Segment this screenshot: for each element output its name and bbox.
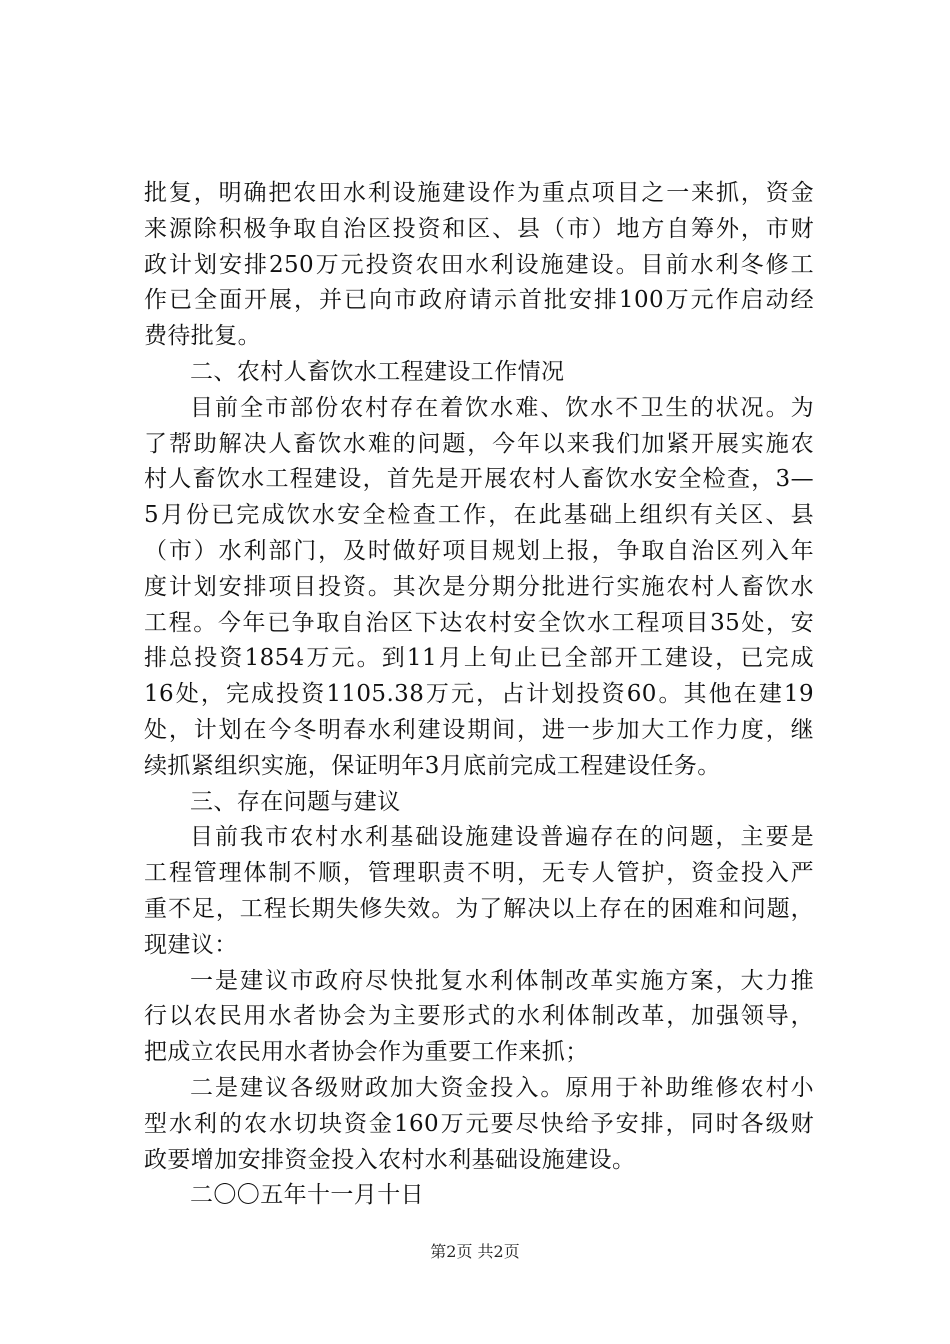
paragraph-line: 目前我市农村水利基础设施建设普遍存在的问题，主要是 bbox=[190, 824, 814, 851]
paragraph-line: 作已全面开展，并已向市政府请示首批安排100万元作启动经 bbox=[144, 287, 814, 314]
paragraph-line: 处，计划在今冬明春水利建设期间，进一步加大工作力度，继 bbox=[144, 716, 814, 743]
document-body bbox=[144, 176, 814, 1214]
paragraph-line: 来源除积极争取自治区投资和区、县（市）地方自筹外，市财 bbox=[144, 215, 814, 242]
paragraph-line: 续抓紧组织实施，保证明年3月底前完成工程建设任务。 bbox=[144, 752, 721, 779]
paragraph-line: 批复，明确把农田水利设施建设作为重点项目之一来抓，资金 bbox=[144, 180, 814, 206]
paragraph-line: 费待批复。 bbox=[144, 323, 261, 350]
paragraph-line: （市）水利部门，及时做好项目规划上报，争取自治区列入年 bbox=[144, 537, 814, 564]
paragraph-line: 目前全市部份农村存在着饮水难、饮水不卫生的状况。为 bbox=[190, 394, 814, 421]
paragraph-line: 村人畜饮水工程建设，首先是开展农村人畜饮水安全检查，3— bbox=[144, 466, 814, 493]
paragraph-line: 二是建议各级财政加大资金投入。原用于补助维修农村小 bbox=[190, 1074, 814, 1101]
paragraph-line: 行以农民用水者协会为主要形式的水利体制改革，加强领导， bbox=[144, 1003, 814, 1030]
section-heading: 二、农村人畜饮水工程建设工作情况 bbox=[190, 358, 565, 385]
page-number-footer: 第2页 共2页 bbox=[430, 1242, 520, 1261]
paragraph-line: 型水利的农水切块资金160万元要尽快给予安排，同时各级财 bbox=[144, 1110, 814, 1137]
paragraph-line: 重不足，工程长期失修失效。为了解决以上存在的困难和问题， bbox=[144, 895, 814, 922]
paragraph-line: 政要增加安排资金投入农村水利基础设施建设。 bbox=[144, 1146, 636, 1173]
section-heading: 三、存在问题与建议 bbox=[190, 788, 401, 815]
paragraph-line: 5月份已完成饮水安全检查工作，在此基础上组织有关区、县 bbox=[144, 502, 814, 529]
paragraph-line: 了帮助解决人畜饮水难的问题，今年以来我们加紧开展实施农 bbox=[144, 430, 814, 457]
paragraph-line: 度计划安排项目投资。其次是分期分批进行实施农村人畜饮水 bbox=[144, 573, 814, 600]
paragraph-line: 16处，完成投资1105.38万元，占计划投资60。其他在建19 bbox=[144, 681, 814, 708]
paragraph-line: 工程管理体制不顺，管理职责不明，无专人管护，资金投入严 bbox=[144, 860, 814, 887]
paragraph-line: 工程。今年已争取自治区下达农村安全饮水工程项目35处，安 bbox=[144, 609, 814, 636]
paragraph-line: 一是建议市政府尽快批复水利体制改革实施方案，大力推 bbox=[190, 967, 814, 994]
paragraph-line: 排总投资1854万元。到11月上旬止已全部开工建设，已完成 bbox=[144, 645, 814, 672]
paragraph-line: 把成立农民用水者协会作为重要工作来抓； bbox=[144, 1039, 589, 1066]
document-date: 二〇〇五年十一月十日 bbox=[190, 1182, 424, 1209]
paragraph-line: 现建议： bbox=[144, 931, 238, 958]
paragraph-line: 政计划安排250万元投资农田水利设施建设。目前水利冬修工 bbox=[144, 251, 814, 278]
